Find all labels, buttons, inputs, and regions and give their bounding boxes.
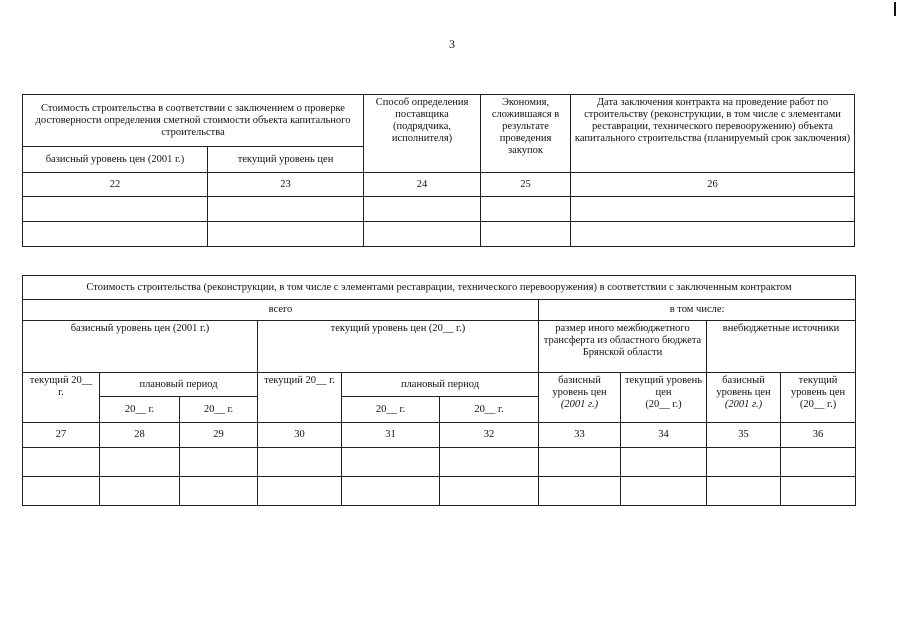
column-number: 23 — [208, 173, 364, 197]
empty-cell — [23, 197, 208, 222]
planned-year-header: 20__ г. — [180, 397, 258, 423]
planned-year-header: 20__ г. — [342, 397, 440, 423]
empty-cell — [481, 222, 571, 247]
column-number: 36 — [781, 423, 856, 448]
contract-date-header: Дата заключения контракта на проведение работ по строительству (реконструкции, в том числе с элементами реставрации, технического перевооружению) объекта капитального строительства (планируемый срок заключения) — [571, 95, 855, 173]
basic-price-level-short-header: базисный уровень цен (2001 г.) — [707, 373, 781, 423]
empty-cell — [364, 222, 481, 247]
column-number: 27 — [23, 423, 100, 448]
extrabudget-sources-header: внебюджетные источники — [707, 321, 856, 373]
empty-cell — [23, 222, 208, 247]
column-number: 26 — [571, 173, 855, 197]
column-number: 32 — [440, 423, 539, 448]
empty-cell — [100, 477, 180, 506]
empty-cell — [342, 448, 440, 477]
current-year-header: текущий 20__ г. — [258, 373, 342, 423]
scan-edge-mark — [894, 2, 896, 16]
cost-table-top — [22, 94, 855, 247]
contract-cost-title: Стоимость строительства (реконструкции, в том числе с элементами реставрации, технического перевооружения) в соответствии с заключенным контрактом — [23, 276, 856, 300]
empty-cell — [707, 477, 781, 506]
empty-cell — [100, 448, 180, 477]
empty-cell — [707, 448, 781, 477]
empty-cell — [571, 197, 855, 222]
current-price-level-short-header: текущий уровень цен (20__ г.) — [781, 373, 856, 423]
empty-cell — [180, 448, 258, 477]
current-price-level-short-header: текущий уровень цен (20__ г.) — [621, 373, 707, 423]
empty-cell — [23, 448, 100, 477]
empty-cell — [342, 477, 440, 506]
empty-cell — [208, 222, 364, 247]
empty-cell — [364, 197, 481, 222]
column-number: 30 — [258, 423, 342, 448]
column-number: 22 — [23, 173, 208, 197]
current-price-level-header: текущий уровень цен (20__ г.) — [258, 321, 539, 373]
total-header: всего — [23, 300, 539, 321]
contract-cost-table — [22, 275, 856, 506]
empty-cell — [481, 197, 571, 222]
empty-cell — [440, 448, 539, 477]
supplier-method-header: Способ определения поставщика (подрядчика, исполнителя) — [364, 95, 481, 173]
empty-cell — [208, 197, 364, 222]
empty-cell — [539, 477, 621, 506]
column-number: 35 — [707, 423, 781, 448]
savings-header: Экономия, сложившаяся в результате проведения закупок — [481, 95, 571, 173]
empty-cell — [621, 448, 707, 477]
empty-cell — [571, 222, 855, 247]
column-number: 25 — [481, 173, 571, 197]
planned-period-header: плановый период — [100, 373, 258, 397]
current-price-level-header: текущий уровень цен — [208, 147, 364, 173]
column-number: 28 — [100, 423, 180, 448]
empty-cell — [781, 477, 856, 506]
column-number: 31 — [342, 423, 440, 448]
basic-price-level-short-header: базисный уровень цен (2001 г.) — [539, 373, 621, 423]
empty-cell — [180, 477, 258, 506]
planned-year-header: 20__ г. — [440, 397, 539, 423]
basic-price-level-header: базисный уровень цен (2001 г.) — [23, 147, 208, 173]
empty-cell — [258, 477, 342, 506]
empty-cell — [258, 448, 342, 477]
empty-cell — [440, 477, 539, 506]
current-year-header: текущий 20__ г. — [23, 373, 100, 423]
basic-price-level-header: базисный уровень цен (2001 г.) — [23, 321, 258, 373]
including-header: в том числе: — [539, 300, 856, 321]
planned-year-header: 20__ г. — [100, 397, 180, 423]
planned-period-header: плановый период — [342, 373, 539, 397]
empty-cell — [539, 448, 621, 477]
interbudget-transfer-header: размер иного межбюджетного трансферта из областного бюджета Брянской области — [539, 321, 707, 373]
column-number: 24 — [364, 173, 481, 197]
column-number: 29 — [180, 423, 258, 448]
empty-cell — [621, 477, 707, 506]
empty-cell — [781, 448, 856, 477]
empty-cell — [23, 477, 100, 506]
estimated-cost-header: Стоимость строительства в соответствии с заключением о проверке достоверности определения сметной стоимости объекта капитального строительства — [23, 95, 364, 147]
page-number: 3 — [449, 37, 455, 51]
column-number: 34 — [621, 423, 707, 448]
column-number: 33 — [539, 423, 621, 448]
